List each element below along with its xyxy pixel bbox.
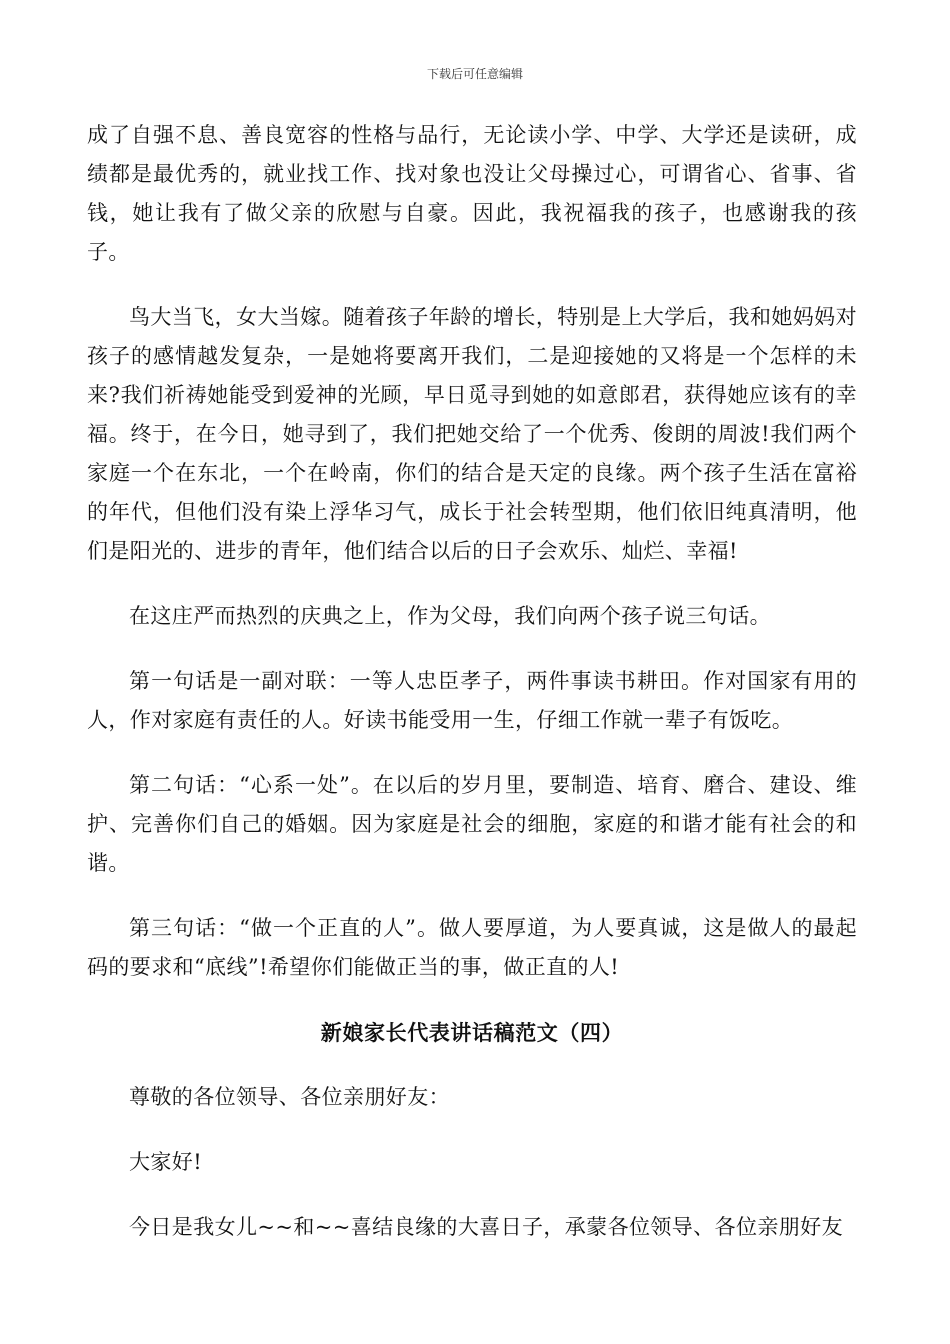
paragraph-continuation: 成了自强不息、善良宽容的性格与品行，无论读小学、中学、大学还是读研，成绩都是最优秀的，就业找工作、找对象也没让父母操过心，可谓省心、省事、省钱，她让我有了做父亲的欣慰与自豪。因此，我祝福我的孩子，也感谢我的孩子。 [87,123,857,264]
paragraph-second-sentence: 第二句话：“心系一处”。在以后的岁月里，要制造、培育、磨合、建设、维护、完善你们自己的婚姻。因为家庭是社会的细胞，家庭的和谐才能有社会的和谐。 [87,773,857,875]
paragraph-first-sentence: 第一句话是一副对联：一等人忠臣孝子，两件事读书耕田。作对国家有用的人，作对家庭有责任的人。好读书能受用一生，仔细工作就一辈子有饭吃。 [87,669,857,732]
paragraph-third-sentence: 第三句话：“做一个正直的人”。做人要厚道，为人要真诚，这是做人的最起码的要求和“底线”!希望你们能做正当的事，做正直的人! [87,916,857,979]
page-header: 下载后可任意编辑 [426,67,523,81]
section-title: 新娘家长代表讲话稿范文（四） [320,1020,624,1045]
paragraph-marriage-blessing: 鸟大当飞，女大当嫁。随着孩子年龄的增长，特别是上大学后，我和她妈妈对孩子的感情越发复杂，一是她将要离开我们，二是迎接她的又将是一个怎样的未来?我们祈祷她能受到爱神的光顾，早日觅寻到她的如意郎君，获得她应该有的幸福。终于，在今日，她寻到了，我们把她交给了一个优秀、俊朗的周波!我们两个家庭一个在东北，一个在岭南，你们的结合是天定的良缘。两个孩子生活在富裕的年代，但他们没有染上浮华习气，成长于社会转型期，他们依旧纯真清明，他们是阳光的、进步的青年，他们结合以后的日子会欢乐、灿烂、幸福! [87,305,857,563]
paragraph-three-sentences-intro: 在这庄严而热烈的庆典之上，作为父母，我们向两个孩子说三句话。 [129,604,771,628]
paragraph-wedding-day: 今日是我女儿~~和~~喜结良缘的大喜日子，承蒙各位领导、各位亲朋好友 [129,1215,843,1239]
paragraph-hello: 大家好! [129,1150,203,1174]
paragraph-greeting-audience: 尊敬的各位领导、各位亲朋好友： [129,1085,450,1109]
document-body [87,116,857,1273]
